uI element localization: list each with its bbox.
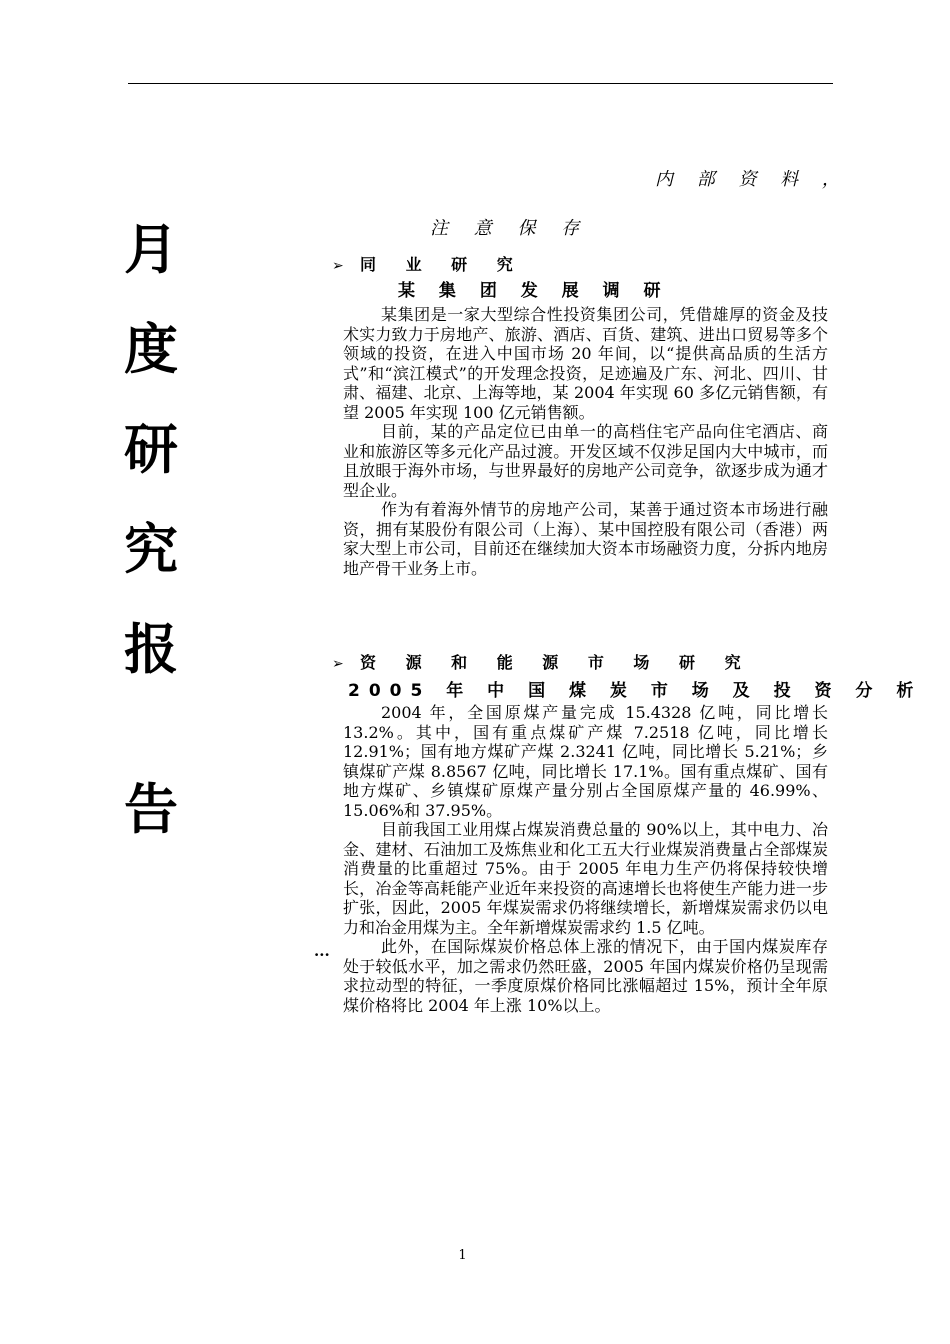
paragraph: 目前我国工业用煤占煤炭消费总量的 90%以上，其中电力、冶金、建材、石油加工及炼焦业和化工五大行业煤炭消费量占全部煤炭消费量的比重超过 75%。由于 2005 年电力生产仍将保持较快增长，冶金等高耗能产业近年来投资的高速增长也将使生产能力进一步扩张，因此，2005 年煤炭需求仍将继续增长，新增煤炭需求仍以电力和冶金用煤为主。全年新增煤炭需求约 1.5 亿吨。 [343, 820, 828, 937]
section-heading-label: 同 业 研 究 [360, 255, 525, 274]
section-body [343, 703, 828, 1015]
paragraph: 某集团是一家大型综合性投资集团公司，凭借雄厚的资金及技术实力致力于房地产、旅游、酒店、百货、建筑、进出口贸易等多个领域的投资，在进入中国市场 20 年间，以“提供高品质的生活方式”和“滨江模式”的开发理念投资，足迹遍及广东、河北、四川、甘肃、福建、北京、上海等地，某 2004 年实现 60 多亿元销售额，有望 2005 年实现 100 亿元销售额。 [343, 305, 828, 422]
page-number: 1 [458, 1248, 467, 1263]
title-char: 报 [124, 618, 178, 681]
vertical-report-title [118, 200, 184, 860]
title-char: 研 [124, 418, 178, 481]
title-char: 告 [124, 778, 178, 841]
bullet-arrow-icon: ➢ [332, 258, 344, 274]
section-heading-energy-research [332, 650, 753, 673]
paragraph: 2004 年，全国原煤产量完成 15.4328 亿吨，同比增长 13.2%。其中，国有重点煤矿产煤 7.2518 亿吨，同比增长 12.91%；国有地方煤矿产煤 2.3241 亿吨，同比增长 5.21%；乡镇煤矿产煤 8.8567 亿吨，同比增长 17.1%。国有重点煤矿、国有地方煤矿、乡镇煤矿原煤产量分别占全国原煤产量的 46.99%、15.06%和 37.95%。 [343, 703, 828, 820]
keep-notice-label: 注 意 保 存 [430, 218, 590, 239]
paragraph: 目前，某的产品定位已由单一的高档住宅产品向住宅酒店、商业和旅游区等多元化产品过渡。开发区域不仅涉足国内大中城市，而且放眼于海外市场，与世界最好的房地产公司竞争，欲逐步成为通才型企业。 [343, 422, 828, 500]
internal-material-label: 内 部 资 料 ， [655, 169, 849, 190]
ellipsis-marker: ··· [314, 946, 330, 964]
title-char: 度 [124, 318, 178, 381]
header-rule [128, 83, 833, 84]
section-subtitle: 某 集 团 发 展 调 研 [398, 281, 670, 301]
section-heading-industry-research [332, 252, 525, 275]
title-char: 究 [124, 518, 178, 581]
title-char: 月 [124, 218, 178, 281]
paragraph: 作为有着海外情节的房地产公司，某善于通过资本市场进行融资，拥有某股份有限公司（上海）、某中国控股有限公司（香港）两家大型上市公司，目前还在继续加大资本市场融资力度，分拆内地房地产骨干业务上市。 [343, 500, 828, 578]
paragraph: 此外，在国际煤炭价格总体上涨的情况下，由于国内煤炭库存处于较低水平，加之需求仍然旺盛，2005 年国内煤炭价格仍呈现需求拉动型的特征，一季度原煤价格同比涨幅超过 15%，预计全年原煤价格将比 2004 年上涨 10%以上。 [343, 937, 828, 1015]
bullet-arrow-icon: ➢ [332, 656, 344, 672]
section-body [343, 305, 828, 578]
section-heading-label: 资 源 和 能 源 市 场 研 究 [360, 653, 753, 672]
section-subtitle: 2005 年 中 国 煤 炭 市 场 及 投 资 分 析 [348, 681, 923, 701]
